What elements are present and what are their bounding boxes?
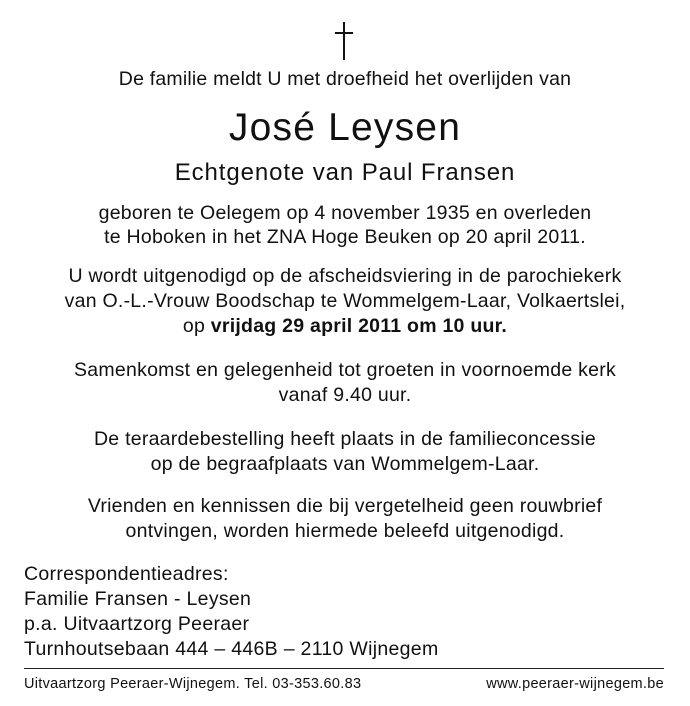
address-heading: Correspondentieadres:	[24, 563, 229, 585]
burial-line: De teraardebestelling heeft plaats in de familieconcessie	[93, 428, 597, 450]
service-date-line	[0, 314, 690, 338]
footer-website: www.peeraer-wijnegem.be	[486, 676, 664, 692]
cross-icon	[333, 22, 355, 60]
service-date-prefix: op	[182, 315, 211, 337]
friends-line: Vrienden en kennissen die bij vergetelheid geen rouwbrief	[87, 495, 603, 517]
burial-line: op de begraafplaats van Wommelgem-Laar.	[150, 453, 540, 475]
address-line: p.a. Uitvaartzorg Peeraer	[24, 613, 250, 635]
service-date: vrijdag 29 april 2011 om 10 uur.	[210, 315, 508, 337]
invitation-line: van O.-L.-Vrouw Boodschap te Wommelgem-Laar, Volkaertslei,	[64, 290, 626, 312]
footer-company: Uitvaartzorg Peeraer-Wijnegem. Tel. 03-353.60.83	[24, 676, 362, 692]
address-line: Turnhoutsebaan 444 – 446B – 2110 Wijnegem	[24, 638, 439, 660]
footer-divider	[24, 668, 664, 669]
friends-line: ontvingen, worden hiermede beleefd uitgenodigd.	[125, 520, 565, 542]
address-line: Familie Fransen - Leysen	[24, 588, 252, 610]
gathering-line: vanaf 9.40 uur.	[278, 384, 412, 406]
spouse-line: Echtgenote van Paul Fransen	[174, 159, 516, 186]
invitation-line: U wordt uitgenodigd op de afscheidsviering in de parochiekerk	[68, 265, 622, 287]
gathering-line: Samenkomst en gelegenheid tot groeten in voornoemde kerk	[74, 359, 616, 381]
intro-text: De familie meldt U met droefheid het overlijden van	[118, 68, 572, 90]
birth-death-line: te Hoboken in het ZNA Hoge Beuken op 20 april 2011.	[104, 226, 586, 248]
birth-death-line: geboren te Oelegem op 4 november 1935 en overleden	[98, 202, 592, 224]
deceased-name: José Leysen	[228, 106, 462, 149]
